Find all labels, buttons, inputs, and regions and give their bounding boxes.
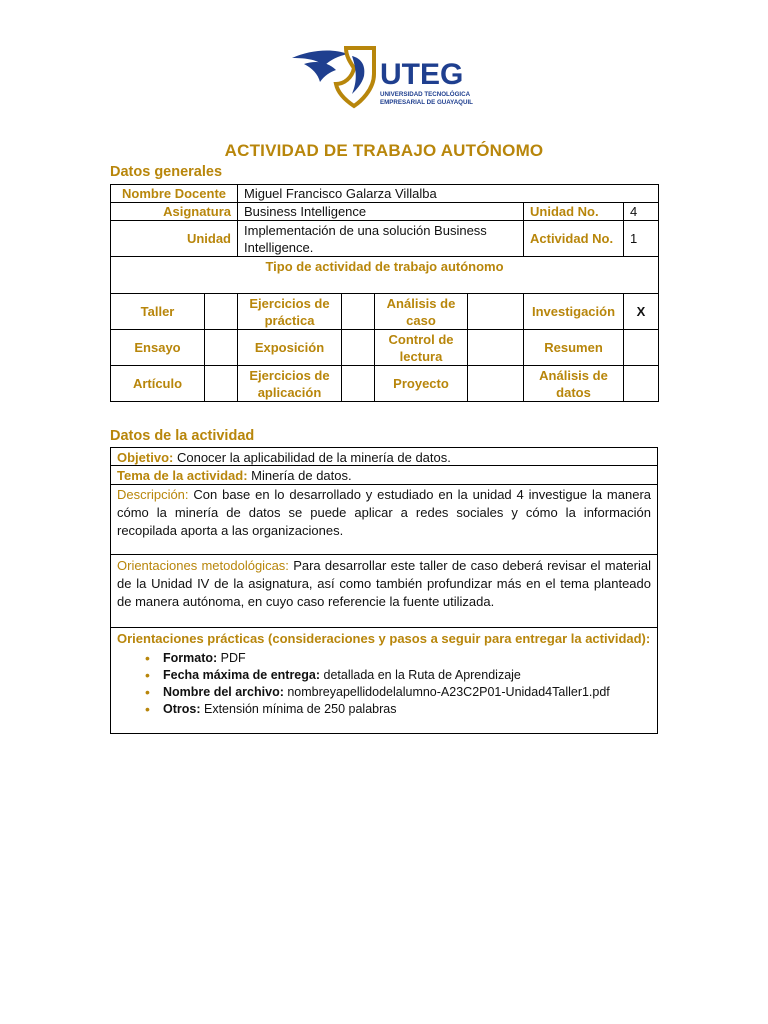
value-asignatura: Business Intelligence [238, 203, 524, 221]
general-data-table [110, 184, 659, 402]
list-item: • Fecha máxima de entrega: detallada en la Ruta de Aprendizaje [163, 667, 651, 684]
tipo-control-lectura: Control de lectura [375, 330, 468, 366]
check-control-lectura [468, 330, 524, 366]
metodologicas-value: Para desarrollar este taller de caso deberá revisar el material de la Unidad IV de la asignatura, así como también profundizar más en el tema planteado de manera autónoma, en cuyo caso referencie la fuente utilizada. [117, 558, 651, 609]
check-exposicion [342, 330, 375, 366]
tipo-investigacion: Investigación [524, 294, 624, 330]
check-articulo [205, 366, 238, 402]
objetivo-label: Objetivo: [117, 450, 174, 465]
section-datos-generales: Datos generales [110, 164, 223, 180]
value-unidad: Implementación de una solución Business Intelligence. [238, 221, 524, 257]
check-ejercicios-practica [342, 294, 375, 330]
list-item: • Formato: PDF [163, 650, 651, 667]
objetivo-row [110, 447, 658, 466]
metodologicas-row [110, 555, 658, 628]
tipo-ejercicios-aplicacion: Ejercicios de aplicación [238, 366, 342, 402]
section-datos-actividad: Datos de la actividad [110, 428, 255, 444]
value-actividad-no: 1 [624, 221, 659, 257]
label-asignatura: Asignatura [111, 203, 238, 221]
descripcion-row [110, 485, 658, 555]
list-item: • Otros: Extensión mínima de 250 palabras [163, 701, 651, 718]
tipo-analisis-datos: Análisis de datos [524, 366, 624, 402]
check-taller [205, 294, 238, 330]
uteg-logo [290, 44, 480, 110]
check-analisis-caso [468, 294, 524, 330]
tema-row [110, 466, 658, 485]
value-unidad-no: 4 [624, 203, 659, 221]
practicas-list [117, 650, 651, 718]
label-unidad: Unidad [111, 221, 238, 257]
check-analisis-datos [624, 366, 659, 402]
svg-text:UNIVERSIDAD TECNOLÓGICA: UNIVERSIDAD TECNOLÓGICA [380, 91, 471, 98]
tema-value: Minería de datos. [251, 468, 352, 483]
page-title: ACTIVIDAD DE TRABAJO AUTÓNOMO [224, 141, 544, 160]
check-investigacion: X [624, 294, 659, 330]
tipo-ejercicios-practica: Ejercicios de práctica [238, 294, 342, 330]
metodologicas-label: Orientaciones metodológicas: [117, 558, 289, 573]
tipo-articulo: Artículo [111, 366, 205, 402]
label-unidad-no: Unidad No. [524, 203, 624, 221]
tema-label: Tema de la actividad: [117, 468, 248, 483]
tipo-proyecto: Proyecto [375, 366, 468, 402]
tipo-analisis-caso: Análisis de caso [375, 294, 468, 330]
check-resumen [624, 330, 659, 366]
tipo-exposicion: Exposición [238, 330, 342, 366]
check-ensayo [205, 330, 238, 366]
check-ejercicios-aplicacion [342, 366, 375, 402]
practicas-label: Orientaciones prácticas (consideraciones y pasos a seguir para entregar la actividad): [117, 631, 651, 646]
descripcion-label: Descripción: [117, 487, 189, 502]
check-proyecto [468, 366, 524, 402]
label-nombre-docente: Nombre Docente [111, 185, 238, 203]
objetivo-value: Conocer la aplicabilidad de la minería de datos. [176, 450, 451, 465]
value-nombre-docente: Miguel Francisco Galarza Villalba [238, 185, 659, 203]
label-actividad-no: Actividad No. [524, 221, 624, 257]
tipo-taller: Taller [111, 294, 205, 330]
tipo-ensayo: Ensayo [111, 330, 205, 366]
svg-text:UTEG: UTEG [380, 58, 464, 91]
svg-text:EMPRESARIAL DE GUAYAQUIL: EMPRESARIAL DE GUAYAQUIL [380, 99, 473, 106]
practicas-row [110, 628, 658, 734]
tipo-resumen: Resumen [524, 330, 624, 366]
tipo-actividad-header: Tipo de actividad de trabajo autónomo [111, 257, 659, 294]
list-item: • Nombre del archivo: nombreyapellidodelalumno-A23C2P01-Unidad4Taller1.pdf [163, 684, 651, 701]
uteg-emblem-icon [290, 44, 480, 110]
descripcion-value: Con base en lo desarrollado y estudiado en la unidad 4 investigue la manera cómo la minería de datos se puede aplicar a redes sociales y cómo la información recopilada aporta a las organizaciones. [117, 487, 651, 538]
